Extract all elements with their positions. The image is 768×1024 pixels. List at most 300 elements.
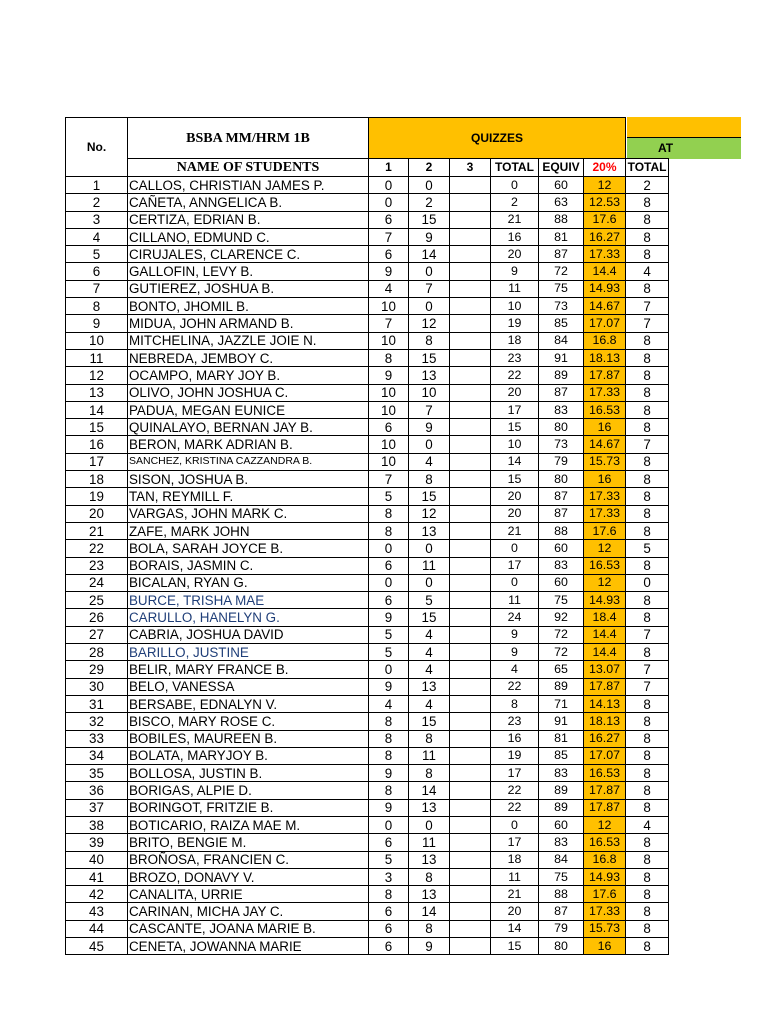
table-row — [66, 540, 669, 557]
quiz-equivalent: 75 — [539, 868, 584, 885]
quiz-1-score: 8 — [369, 349, 409, 366]
student-name: SISON, JOSHUA B. — [128, 471, 369, 488]
row-number: 5 — [66, 246, 128, 263]
quiz-total: 11 — [491, 280, 539, 297]
table-row — [66, 920, 669, 937]
quiz-3-score — [450, 903, 491, 920]
quiz-equivalent: 83 — [539, 557, 584, 574]
row-number: 24 — [66, 574, 128, 591]
quiz-equivalent: 73 — [539, 298, 584, 315]
attendance-total: 0 — [626, 574, 669, 591]
row-number: 39 — [66, 834, 128, 851]
quiz-2-score: 4 — [409, 644, 450, 661]
student-name: OCAMPO, MARY JOY B. — [128, 367, 369, 384]
attendance-total: 8 — [626, 886, 669, 903]
table-row — [66, 695, 669, 712]
quiz-1-score: 10 — [369, 401, 409, 418]
row-number: 15 — [66, 419, 128, 436]
col-header-name: NAME OF STUDENTS — [128, 159, 369, 177]
table-row — [66, 574, 669, 591]
table-row — [66, 903, 669, 920]
row-number: 32 — [66, 713, 128, 730]
attendance-total: 7 — [626, 626, 669, 643]
attendance-total: 8 — [626, 695, 669, 712]
quiz-2-score: 0 — [409, 540, 450, 557]
student-name: NEBREDA, JEMBOY C. — [128, 349, 369, 366]
quiz-2-score: 14 — [409, 246, 450, 263]
row-number: 27 — [66, 626, 128, 643]
student-name: MITCHELINA, JAZZLE JOIE N. — [128, 332, 369, 349]
quiz-1-score: 4 — [369, 280, 409, 297]
quiz-1-score: 8 — [369, 747, 409, 764]
quiz-3-score — [450, 886, 491, 903]
quiz-total: 11 — [491, 592, 539, 609]
quiz-1-score: 6 — [369, 920, 409, 937]
student-name: CAÑETA, ANNGELICA B. — [128, 194, 369, 211]
quiz-equivalent: 72 — [539, 626, 584, 643]
quiz-1-score: 6 — [369, 557, 409, 574]
row-number: 43 — [66, 903, 128, 920]
table-row — [66, 799, 669, 816]
row-number: 37 — [66, 799, 128, 816]
quiz-1-score: 0 — [369, 574, 409, 591]
table-row — [66, 384, 669, 401]
student-name: BROZO, DONAVY V. — [128, 868, 369, 885]
row-number: 28 — [66, 644, 128, 661]
quiz-3-score — [450, 765, 491, 782]
attendance-total: 8 — [626, 609, 669, 626]
quiz-total: 19 — [491, 747, 539, 764]
attendance-total: 8 — [626, 246, 669, 263]
student-name: BONTO, JHOMIL B. — [128, 298, 369, 315]
quiz-2-score: 14 — [409, 903, 450, 920]
quiz-2-score: 11 — [409, 834, 450, 851]
header-spacer — [626, 118, 669, 159]
quiz-1-score: 6 — [369, 938, 409, 955]
student-name: BISCO, MARY ROSE C. — [128, 713, 369, 730]
quiz-total: 22 — [491, 782, 539, 799]
table-row — [66, 332, 669, 349]
quiz-2-score: 8 — [409, 471, 450, 488]
attendance-total: 8 — [626, 194, 669, 211]
quiz-total: 21 — [491, 886, 539, 903]
quiz-equivalent: 81 — [539, 228, 584, 245]
student-name: BORINGOT, FRITZIE B. — [128, 799, 369, 816]
quiz-percent: 16 — [584, 938, 626, 955]
attendance-total: 5 — [626, 540, 669, 557]
quiz-1-score: 10 — [369, 436, 409, 453]
student-name: BICALAN, RYAN G. — [128, 574, 369, 591]
attendance-total: 4 — [626, 816, 669, 833]
quiz-1-score: 4 — [369, 695, 409, 712]
table-row — [66, 730, 669, 747]
row-number: 9 — [66, 315, 128, 332]
quiz-equivalent: 85 — [539, 315, 584, 332]
quiz-2-score: 9 — [409, 228, 450, 245]
grades-table — [65, 117, 669, 955]
row-number: 23 — [66, 557, 128, 574]
quiz-equivalent: 60 — [539, 540, 584, 557]
quiz-total: 18 — [491, 332, 539, 349]
row-number: 41 — [66, 868, 128, 885]
row-number: 2 — [66, 194, 128, 211]
quiz-percent: 17.33 — [584, 246, 626, 263]
attendance-total: 7 — [626, 315, 669, 332]
table-row — [66, 765, 669, 782]
quiz-total: 17 — [491, 557, 539, 574]
table-row — [66, 782, 669, 799]
student-name: CALLOS, CHRISTIAN JAMES P. — [128, 177, 369, 194]
student-name: SANCHEZ, KRISTINA CAZZANDRA B. — [128, 453, 369, 470]
row-number: 21 — [66, 522, 128, 539]
quiz-percent: 16.53 — [584, 834, 626, 851]
quiz-percent: 12 — [584, 574, 626, 591]
row-number: 8 — [66, 298, 128, 315]
quiz-total: 9 — [491, 626, 539, 643]
quiz-3-score — [450, 834, 491, 851]
attendance-total: 8 — [626, 384, 669, 401]
quiz-total: 23 — [491, 713, 539, 730]
quiz-1-score: 6 — [369, 419, 409, 436]
table-row — [66, 626, 669, 643]
quiz-3-score — [450, 211, 491, 228]
quiz-total: 20 — [491, 505, 539, 522]
quiz-total: 2 — [491, 194, 539, 211]
quiz-1-score: 9 — [369, 799, 409, 816]
quiz-percent: 17.6 — [584, 211, 626, 228]
student-name: CARINAN, MICHA JAY C. — [128, 903, 369, 920]
quiz-3-score — [450, 782, 491, 799]
quiz-equivalent: 73 — [539, 436, 584, 453]
table-row — [66, 280, 669, 297]
quiz-equivalent: 89 — [539, 799, 584, 816]
row-number: 7 — [66, 280, 128, 297]
quiz-equivalent: 79 — [539, 453, 584, 470]
quiz-1-score: 6 — [369, 246, 409, 263]
quiz-total: 17 — [491, 401, 539, 418]
student-name: BOBILES, MAUREEN B. — [128, 730, 369, 747]
quiz-2-score: 12 — [409, 315, 450, 332]
row-number: 20 — [66, 505, 128, 522]
quiz-3-score — [450, 626, 491, 643]
row-number: 17 — [66, 453, 128, 470]
quiz-equivalent: 60 — [539, 816, 584, 833]
quiz-3-score — [450, 401, 491, 418]
student-name: MIDUA, JOHN ARMAND B. — [128, 315, 369, 332]
student-name: BORAIS, JASMIN C. — [128, 557, 369, 574]
table-row — [66, 194, 669, 211]
quiz-1-score: 5 — [369, 626, 409, 643]
quiz-total: 0 — [491, 177, 539, 194]
quiz-3-score — [450, 678, 491, 695]
attendance-total: 8 — [626, 522, 669, 539]
quiz-equivalent: 83 — [539, 765, 584, 782]
student-name: BERON, MARK ADRIAN B. — [128, 436, 369, 453]
table-row — [66, 228, 669, 245]
student-name: ZAFE, MARK JOHN — [128, 522, 369, 539]
col-header-equiv: EQUIV — [539, 159, 584, 177]
quiz-2-score: 0 — [409, 298, 450, 315]
quiz-equivalent: 87 — [539, 505, 584, 522]
attendance-total: 8 — [626, 834, 669, 851]
quiz-3-score — [450, 453, 491, 470]
quiz-percent: 14.67 — [584, 436, 626, 453]
table-row — [66, 298, 669, 315]
student-name: VARGAS, JOHN MARK C. — [128, 505, 369, 522]
quiz-percent: 18.4 — [584, 609, 626, 626]
table-row — [66, 177, 669, 194]
row-number: 42 — [66, 886, 128, 903]
quiz-2-score: 4 — [409, 661, 450, 678]
quiz-1-score: 8 — [369, 522, 409, 539]
table-row — [66, 349, 669, 366]
quiz-total: 17 — [491, 765, 539, 782]
table-row — [66, 471, 669, 488]
quiz-2-score: 7 — [409, 280, 450, 297]
quiz-percent: 16 — [584, 419, 626, 436]
quiz-3-score — [450, 384, 491, 401]
quiz-3-score — [450, 592, 491, 609]
row-number: 44 — [66, 920, 128, 937]
quiz-1-score: 0 — [369, 177, 409, 194]
quiz-3-score — [450, 315, 491, 332]
quiz-total: 8 — [491, 695, 539, 712]
quiz-total: 14 — [491, 920, 539, 937]
row-number: 35 — [66, 765, 128, 782]
quiz-2-score: 15 — [409, 713, 450, 730]
quiz-percent: 16 — [584, 471, 626, 488]
quiz-2-score: 8 — [409, 730, 450, 747]
quiz-percent: 17.33 — [584, 384, 626, 401]
col-header-no: No. — [66, 118, 128, 177]
quiz-1-score: 9 — [369, 678, 409, 695]
quiz-3-score — [450, 695, 491, 712]
grade-sheet — [65, 117, 669, 955]
quiz-3-score — [450, 194, 491, 211]
student-name: OLIVO, JOHN JOSHUA C. — [128, 384, 369, 401]
quiz-2-score: 15 — [409, 349, 450, 366]
quiz-total: 20 — [491, 246, 539, 263]
row-number: 33 — [66, 730, 128, 747]
student-name: CENETA, JOWANNA MARIE — [128, 938, 369, 955]
student-name: BURCE, TRISHA MAE — [128, 592, 369, 609]
quiz-2-score: 15 — [409, 488, 450, 505]
quiz-3-score — [450, 280, 491, 297]
quiz-1-score: 0 — [369, 194, 409, 211]
quiz-total: 22 — [491, 678, 539, 695]
quiz-2-score: 7 — [409, 401, 450, 418]
attendance-total: 8 — [626, 868, 669, 885]
quizzes-header: QUIZZES — [369, 118, 626, 159]
quiz-2-score: 11 — [409, 747, 450, 764]
table-row — [66, 609, 669, 626]
quiz-3-score — [450, 661, 491, 678]
row-number: 45 — [66, 938, 128, 955]
table-row — [66, 263, 669, 280]
quiz-3-score — [450, 920, 491, 937]
quiz-percent: 16.8 — [584, 851, 626, 868]
quiz-percent: 16.53 — [584, 557, 626, 574]
quiz-3-score — [450, 367, 491, 384]
col-header-total: TOTAL — [491, 159, 539, 177]
attendance-total: 8 — [626, 799, 669, 816]
quiz-3-score — [450, 522, 491, 539]
quiz-2-score: 4 — [409, 626, 450, 643]
quiz-2-score: 4 — [409, 695, 450, 712]
quiz-2-score: 13 — [409, 886, 450, 903]
attendance-total: 7 — [626, 661, 669, 678]
attendance-total: 8 — [626, 211, 669, 228]
quiz-3-score — [450, 177, 491, 194]
table-row — [66, 315, 669, 332]
quiz-percent: 18.13 — [584, 349, 626, 366]
quiz-3-score — [450, 263, 491, 280]
quiz-total: 0 — [491, 816, 539, 833]
row-number: 25 — [66, 592, 128, 609]
table-row — [66, 453, 669, 470]
quiz-1-score: 8 — [369, 713, 409, 730]
quiz-3-score — [450, 557, 491, 574]
quiz-3-score — [450, 228, 491, 245]
quiz-total: 21 — [491, 522, 539, 539]
class-title: BSBA MM/HRM 1B — [128, 118, 369, 159]
row-number: 34 — [66, 747, 128, 764]
quiz-3-score — [450, 730, 491, 747]
quiz-3-score — [450, 868, 491, 885]
quiz-1-score: 8 — [369, 886, 409, 903]
quiz-2-score: 9 — [409, 938, 450, 955]
table-row — [66, 505, 669, 522]
quiz-3-score — [450, 246, 491, 263]
table-row — [66, 488, 669, 505]
attendance-total: 8 — [626, 280, 669, 297]
attendance-total: 8 — [626, 332, 669, 349]
quiz-total: 20 — [491, 384, 539, 401]
attendance-total: 7 — [626, 436, 669, 453]
quiz-3-score — [450, 938, 491, 955]
student-name: BOLA, SARAH JOYCE B. — [128, 540, 369, 557]
table-row — [66, 868, 669, 885]
quiz-percent: 17.87 — [584, 367, 626, 384]
quiz-percent: 13.07 — [584, 661, 626, 678]
attendance-total: 8 — [626, 349, 669, 366]
quiz-equivalent: 81 — [539, 730, 584, 747]
quiz-equivalent: 92 — [539, 609, 584, 626]
student-name: PADUA, MEGAN EUNICE — [128, 401, 369, 418]
quiz-total: 9 — [491, 263, 539, 280]
row-number: 26 — [66, 609, 128, 626]
quiz-3-score — [450, 488, 491, 505]
col-header-quiz-3: 3 — [450, 159, 491, 177]
quiz-equivalent: 85 — [539, 747, 584, 764]
quiz-equivalent: 88 — [539, 522, 584, 539]
quiz-equivalent: 60 — [539, 177, 584, 194]
quiz-total: 20 — [491, 488, 539, 505]
quiz-1-score: 10 — [369, 453, 409, 470]
table-row — [66, 851, 669, 868]
student-name: CERTIZA, EDRIAN B. — [128, 211, 369, 228]
quiz-1-score: 0 — [369, 540, 409, 557]
quiz-3-score — [450, 747, 491, 764]
quiz-1-score: 10 — [369, 384, 409, 401]
attendance-total: 8 — [626, 938, 669, 955]
quiz-1-score: 5 — [369, 851, 409, 868]
quiz-percent: 16.53 — [584, 401, 626, 418]
quiz-percent: 14.13 — [584, 695, 626, 712]
quiz-total: 18 — [491, 851, 539, 868]
quiz-3-score — [450, 298, 491, 315]
attendance-total: 8 — [626, 903, 669, 920]
col-header-attendance-total: TOTAL — [626, 159, 669, 177]
attendance-total: 8 — [626, 851, 669, 868]
row-number: 14 — [66, 401, 128, 418]
attendance-total: 8 — [626, 730, 669, 747]
student-name: BELO, VANESSA — [128, 678, 369, 695]
table-row — [66, 644, 669, 661]
quiz-equivalent: 80 — [539, 938, 584, 955]
quiz-total: 16 — [491, 228, 539, 245]
row-number: 30 — [66, 678, 128, 695]
quiz-total: 23 — [491, 349, 539, 366]
table-row — [66, 886, 669, 903]
quiz-total: 9 — [491, 644, 539, 661]
quiz-2-score: 13 — [409, 851, 450, 868]
attendance-total: 8 — [626, 419, 669, 436]
quiz-3-score — [450, 349, 491, 366]
quiz-equivalent: 88 — [539, 211, 584, 228]
student-name: BERSABE, EDNALYN V. — [128, 695, 369, 712]
quiz-percent: 17.33 — [584, 903, 626, 920]
quiz-equivalent: 75 — [539, 280, 584, 297]
quiz-2-score: 8 — [409, 765, 450, 782]
quiz-1-score: 5 — [369, 488, 409, 505]
quiz-1-score: 6 — [369, 834, 409, 851]
quiz-3-score — [450, 574, 491, 591]
quiz-equivalent: 89 — [539, 678, 584, 695]
quiz-2-score: 0 — [409, 574, 450, 591]
quiz-2-score: 11 — [409, 557, 450, 574]
row-number: 1 — [66, 177, 128, 194]
attendance-total: 8 — [626, 713, 669, 730]
quiz-equivalent: 89 — [539, 367, 584, 384]
quiz-equivalent: 65 — [539, 661, 584, 678]
student-name: CILLANO, EDMUND C. — [128, 228, 369, 245]
attendance-total: 8 — [626, 920, 669, 937]
quiz-3-score — [450, 644, 491, 661]
quiz-1-score: 3 — [369, 868, 409, 885]
attendance-total: 8 — [626, 747, 669, 764]
quiz-percent: 18.13 — [584, 713, 626, 730]
quiz-equivalent: 84 — [539, 332, 584, 349]
table-row — [66, 834, 669, 851]
attendance-total: 8 — [626, 367, 669, 384]
quiz-percent: 16.8 — [584, 332, 626, 349]
row-number: 40 — [66, 851, 128, 868]
quiz-1-score: 5 — [369, 644, 409, 661]
quiz-equivalent: 63 — [539, 194, 584, 211]
quiz-equivalent: 83 — [539, 401, 584, 418]
attendance-total: 8 — [626, 228, 669, 245]
student-name: GALLOFIN, LEVY B. — [128, 263, 369, 280]
row-number: 29 — [66, 661, 128, 678]
quiz-total: 14 — [491, 453, 539, 470]
attendance-total: 8 — [626, 401, 669, 418]
quiz-3-score — [450, 471, 491, 488]
quiz-percent: 14.93 — [584, 280, 626, 297]
attendance-total: 8 — [626, 505, 669, 522]
quiz-percent: 14.67 — [584, 298, 626, 315]
quiz-percent: 14.93 — [584, 592, 626, 609]
